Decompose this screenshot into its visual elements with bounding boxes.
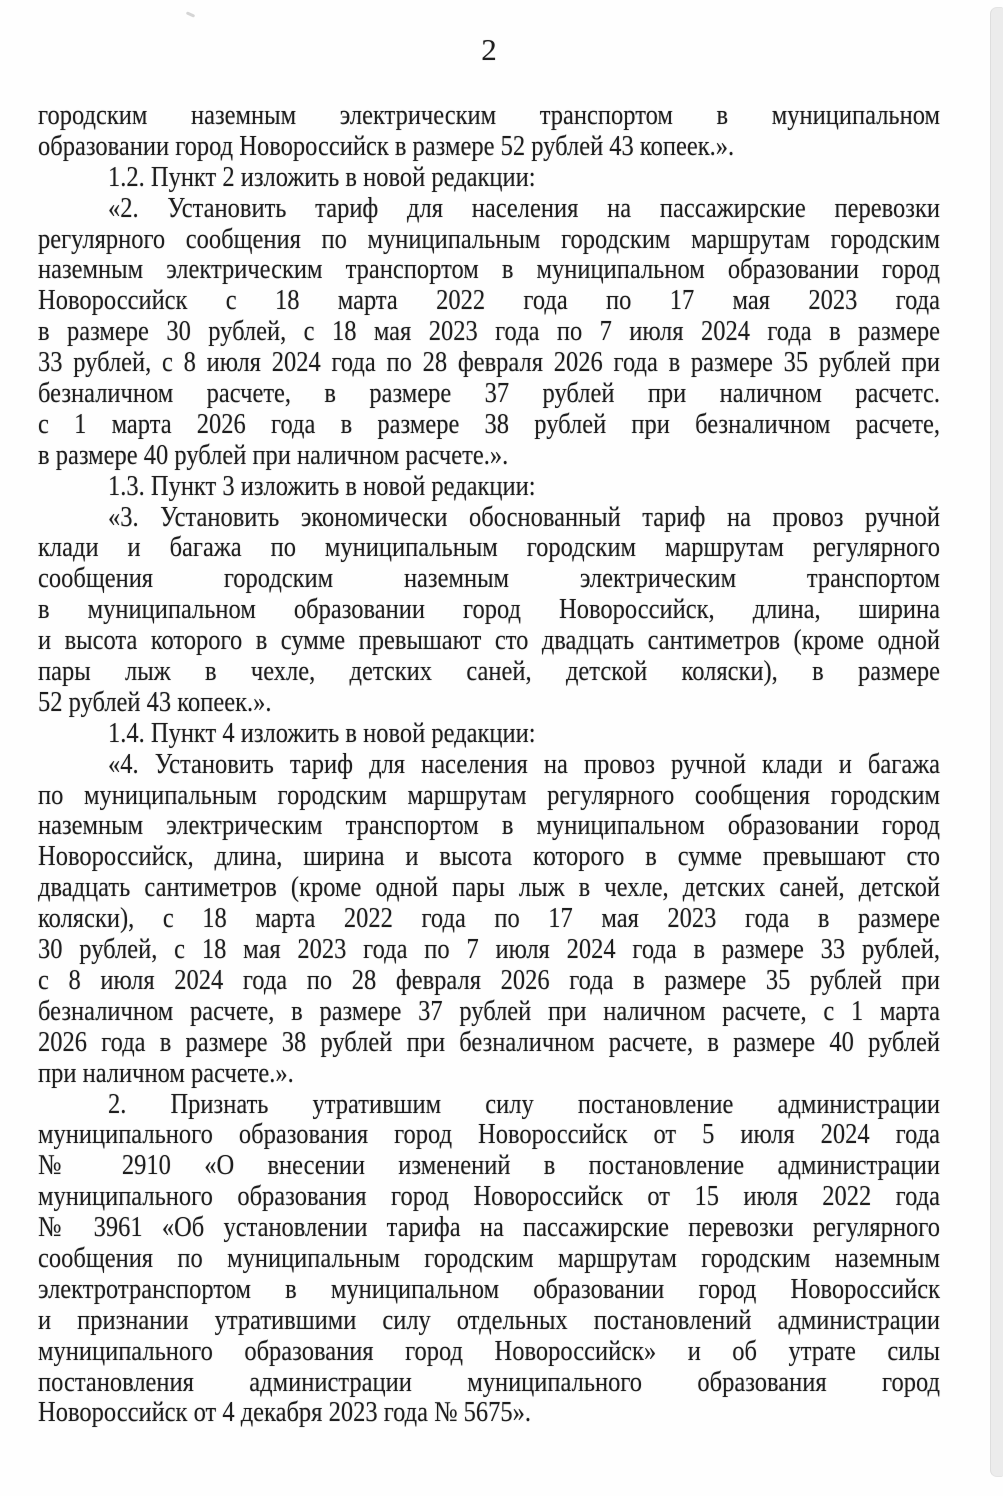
text-line: 33 рублей, с 8 июля 2024 года по 28 февраля 2026 года в размере 35 рублей при	[38, 346, 940, 379]
text-line: Новороссийск с 18 марта 2022 года по 17 мая 2023 года	[38, 284, 940, 317]
text-line: сообщения по муниципальным городским маршрутам городским наземным	[38, 1242, 940, 1275]
text-line: клади и багажа по муниципальным городским маршрутам регулярного	[38, 532, 940, 564]
text-line: муниципального образования город Новороссийск» и об утрате силы	[38, 1335, 940, 1367]
text-line: наземным электрическим транспортом в муниципальном образовании город	[38, 253, 940, 286]
text-line: № 3961 «Об установлении тарифа на пассажирские перевозки регулярного	[38, 1211, 940, 1244]
text-line: в муниципальном образовании город Новороссийск, длина, ширина	[38, 593, 940, 626]
text-line: безналичном расчете, в размере 37 рублей при наличном расчете, с 1 марта	[38, 995, 940, 1027]
text-line: «4. Установить тариф для населения на провоз ручной клади и багажа	[108, 748, 940, 780]
page-number: 2	[481, 32, 497, 67]
text-line: пары лыж в чехле, детских саней, детской коляски), в размере	[38, 655, 940, 688]
text-line: при наличном расчете.».	[38, 1057, 294, 1089]
text-line: в размере 30 рублей, с 18 мая 2023 года по 7 июля 2024 года в размере	[38, 315, 940, 348]
text-line: с 8 июля 2024 года по 28 февраля 2026 года в размере 35 рублей при	[38, 964, 940, 997]
document-body	[38, 101, 940, 1429]
text-line: постановления администрации муниципального образования город	[38, 1366, 940, 1398]
text-line: образовании город Новороссийск в размере 52 рублей 43 копеек.».	[38, 130, 735, 163]
text-line: 30 рублей, с 18 мая 2023 года по 7 июля 2024 года в размере 33 рублей,	[38, 933, 940, 966]
text-line: 1.4. Пункт 4 изложить в новой редакции:	[108, 717, 536, 749]
text-line: безналичном расчете, в размере 37 рублей при наличном расчетс.	[38, 377, 940, 410]
text-line: по муниципальным городским маршрутам регулярного сообщения городским	[38, 779, 940, 811]
text-line: городским наземным электрическим транспортом в муниципальном	[38, 99, 940, 132]
text-line: в размере 40 рублей при наличном расчете.».	[38, 439, 509, 471]
text-line: муниципального образования город Новороссийск от 15 июля 2022 года	[38, 1180, 940, 1213]
text-line: 2026 года в размере 38 рублей при безналичном расчете, в размере 40 рублей	[38, 1026, 940, 1058]
text-line: муниципального образования город Новороссийск от 5 июля 2024 года	[38, 1118, 940, 1151]
text-line: наземным электрическим транспортом в муниципальном образовании город	[38, 810, 940, 842]
text-line: 1.2. Пункт 2 изложить в новой редакции:	[108, 161, 536, 193]
text-line: коляски), с 18 марта 2022 года по 17 мая 2023 года в размере	[38, 902, 940, 935]
text-line: регулярного сообщения по муниципальным городским маршрутам городским	[38, 223, 940, 255]
text-line: «2. Установить тариф для населения на пассажирские перевозки	[108, 192, 940, 224]
scan-artifact-mark	[186, 11, 195, 17]
text-line: электротранспортом в муниципальном образовании город Новороссийск	[38, 1273, 940, 1305]
text-line: Новороссийск от 4 декабря 2023 года № 5675».	[38, 1396, 532, 1429]
text-line: 2. Признать утратившим силу постановление администрации	[108, 1088, 940, 1120]
text-line: двадцать сантиметров (кроме одной пары лыж в чехле, детских саней, детской	[38, 871, 940, 904]
text-line: «3. Установить экономически обоснованный тариф на провоз ручной	[108, 501, 940, 533]
scrollbar-thumb[interactable]	[990, 7, 1003, 1477]
text-line: с 1 марта 2026 года в размере 38 рублей при безналичном расчете,	[38, 408, 940, 441]
text-line: и признании утратившими силу отдельных постановлений администрации	[38, 1304, 940, 1336]
text-line: Новороссийск, длина, ширина и высота которого в сумме превышают сто	[38, 840, 940, 873]
text-line: 52 рублей 43 копеек.».	[38, 686, 272, 719]
text-line: сообщения городским наземным электрическим транспортом	[38, 562, 940, 595]
text-line: 1.3. Пункт 3 изложить в новой редакции:	[108, 470, 536, 502]
text-line: № 2910 «О внесении изменений в постановление администрации	[38, 1149, 940, 1182]
text-line: и высота которого в сумме превышают сто двадцать сантиметров (кроме одной	[38, 624, 940, 657]
